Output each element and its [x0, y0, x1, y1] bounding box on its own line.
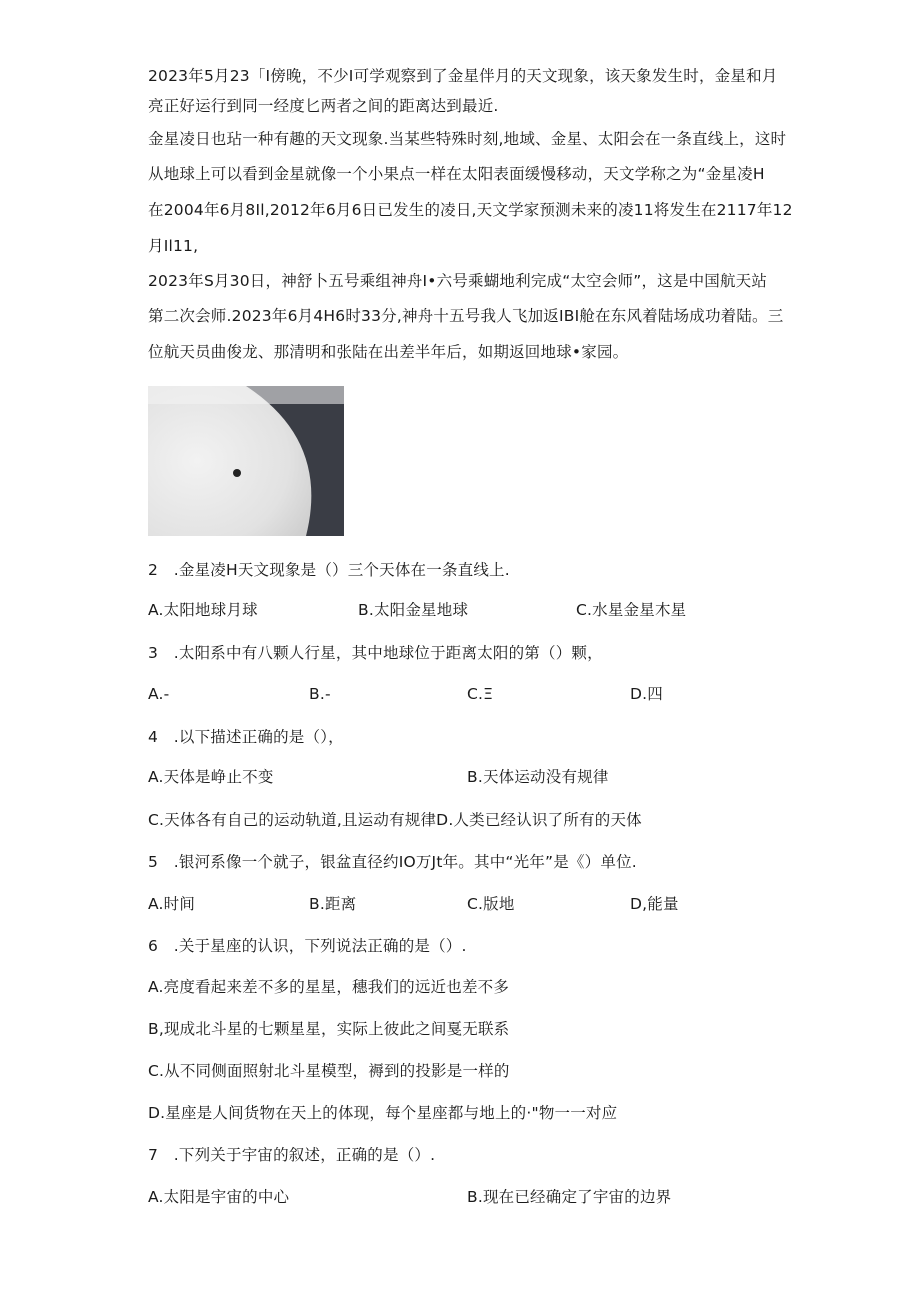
question-5-option-c[interactable]: C.版地: [467, 895, 515, 913]
passage-line: 亮正好运行到同一经度匕两者之间的距离达到最近.: [148, 97, 499, 115]
question-7-option-a[interactable]: A.太阳是宇宙的中心: [148, 1188, 290, 1206]
question-2-stem: 2 .金星凌H天文现象是（）三个天体在一条直线上.: [148, 561, 510, 579]
question-3-option-d[interactable]: D.四: [630, 685, 663, 703]
question-3-stem: 3 .太阳系中有八颗人行星，其中地球位于距离太阳的第（）颗，: [148, 644, 603, 662]
question-4-option-b[interactable]: B.天体运动没有规律: [467, 768, 609, 786]
question-2-option-b[interactable]: B.太阳金星地球: [358, 601, 469, 619]
venus-dot: [233, 469, 241, 477]
question-6-option-d[interactable]: D.星座是人间货物在天上的体现，每个星座都与地上的·"物一一对应: [148, 1104, 618, 1122]
question-7-option-b[interactable]: B.现在已经确定了宇宙的边界: [467, 1188, 672, 1206]
passage-line: 第二次会师.2023年6月4H6时33分,神舟十五号我人飞加返IBI舱在东风着陆场成功着陆。三: [148, 307, 784, 325]
question-5-stem: 5 .银河系像一个就子，银盆直径约IO万Jt年。其中“光年”是《）单位.: [148, 853, 637, 871]
question-4-option-a[interactable]: A.天体是峥止不变: [148, 768, 274, 786]
question-3-option-b[interactable]: B.-: [309, 685, 331, 703]
passage-line: 在2004年6月8Il,2012年6月6日已发生的凌日,天文学家预测未来的凌11将发生在2117年12: [148, 201, 793, 219]
passage-line: 2023年5月23「I傍晚，不少I可学观察到了金星伴月的天文现象，该天象发生时，金星和月: [148, 67, 778, 85]
question-7-stem: 7 .下列关于宇宙的叙述，正确的是（）.: [148, 1146, 436, 1164]
venus-transit-photo: [148, 386, 344, 536]
question-2-option-a[interactable]: A.太阳地球月球: [148, 601, 258, 619]
question-5-option-b[interactable]: B.距离: [309, 895, 357, 913]
photo-top-glare: [148, 386, 344, 404]
question-4-stem: 4 .以下描述正确的是（），: [148, 728, 344, 746]
question-6-option-a[interactable]: A.亮度看起来差不多的星星，穗我们的远近也差不多: [148, 978, 510, 996]
question-3-option-c[interactable]: C.Ξ: [467, 685, 494, 703]
passage-line: 从地球上可以看到金星就像一个小果点一样在太阳表面缓慢移动，天文学称之为“金星凌H: [148, 165, 765, 183]
question-6-stem: 6 .关于星座的认识，下列说法正确的是（）.: [148, 937, 467, 955]
question-4-option-cd[interactable]: C.天体各有自己的运动轨道,且运动有规律D.人类已经认识了所有的天体: [148, 811, 642, 829]
passage-line: 金星凌日也玷一种有趣的天文现象.当某些特殊时刻,地域、金星、太阳会在一条直线上，这时: [148, 130, 787, 148]
question-3-option-a[interactable]: A.-: [148, 685, 170, 703]
venus-transit-illustration: [148, 386, 344, 536]
question-5-option-d[interactable]: D,能量: [630, 895, 679, 913]
passage-line: 位航天员曲俊龙、那清明和张陆在出差半年后，如期返回地球•家园。: [148, 343, 629, 361]
question-5-option-a[interactable]: A.时间: [148, 895, 196, 913]
question-6-option-c[interactable]: C.从不同侧面照射北斗星模型，褥到的投影是一样的: [148, 1062, 510, 1080]
question-2-option-c[interactable]: C.水星金星木星: [576, 601, 687, 619]
passage-line: 月Il11,: [148, 237, 199, 255]
question-6-option-b[interactable]: B,现成北斗星的七颗星星，实际上彼此之间戛无联系: [148, 1020, 510, 1038]
passage-line: 2023年S月30日，神舒卜五号乘组神舟I•六号乘蝴地利完成“太空会师”，这是中国航天站: [148, 272, 768, 290]
